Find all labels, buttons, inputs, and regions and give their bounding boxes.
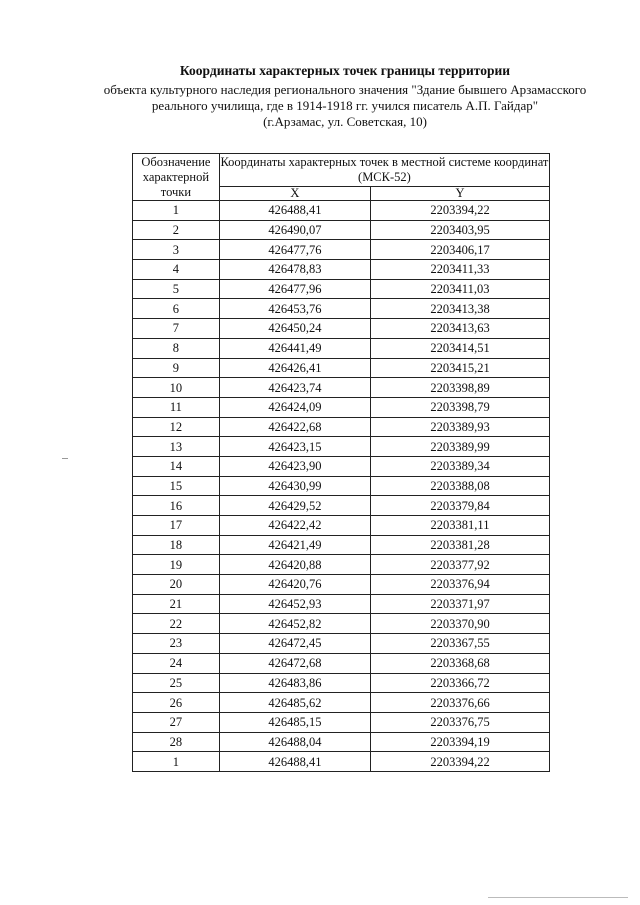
scan-edge-mark <box>488 897 628 898</box>
y-coordinate-cell: 2203394,22 <box>371 752 550 772</box>
table-row <box>133 378 550 398</box>
point-designation-header: Обозначение характерной точки <box>133 154 220 201</box>
point-number-cell: 24 <box>133 653 220 673</box>
table-row <box>133 437 550 457</box>
table-row <box>133 712 550 732</box>
y-coordinate-cell: 2203413,38 <box>371 299 550 319</box>
table-row <box>133 732 550 752</box>
table-row <box>133 417 550 437</box>
y-coordinate-cell: 2203389,99 <box>371 437 550 457</box>
table-row <box>133 201 550 221</box>
table-row <box>133 496 550 516</box>
x-coordinate-cell: 426423,90 <box>219 456 370 476</box>
x-coordinate-cell: 426430,99 <box>219 476 370 496</box>
point-number-cell: 13 <box>133 437 220 457</box>
x-coordinate-cell: 426485,62 <box>219 693 370 713</box>
y-coordinate-cell: 2203376,75 <box>371 712 550 732</box>
table-row <box>133 338 550 358</box>
x-coordinate-cell: 426452,93 <box>219 594 370 614</box>
table-row <box>133 752 550 772</box>
document-title: Координаты характерных точек границы территории <box>179 63 511 78</box>
point-number-cell: 3 <box>133 240 220 260</box>
point-number-cell: 8 <box>133 338 220 358</box>
point-number-cell: 1 <box>133 752 220 772</box>
point-number-cell: 9 <box>133 358 220 378</box>
x-column-header: X <box>219 187 370 201</box>
point-number-cell: 27 <box>133 712 220 732</box>
table-row <box>133 397 550 417</box>
x-coordinate-cell: 426429,52 <box>219 496 370 516</box>
y-coordinate-cell: 2203381,28 <box>371 535 550 555</box>
point-number-cell: 2 <box>133 220 220 240</box>
x-coordinate-cell: 426472,68 <box>219 653 370 673</box>
x-coordinate-cell: 426421,49 <box>219 535 370 555</box>
point-number-cell: 25 <box>133 673 220 693</box>
point-number-cell: 14 <box>133 456 220 476</box>
x-coordinate-cell: 426488,04 <box>219 732 370 752</box>
point-number-cell: 26 <box>133 693 220 713</box>
table-row <box>133 299 550 319</box>
x-coordinate-cell: 426423,15 <box>219 437 370 457</box>
x-coordinate-cell: 426441,49 <box>219 338 370 358</box>
table-row <box>133 358 550 378</box>
y-coordinate-cell: 2203371,97 <box>371 594 550 614</box>
table-row <box>133 260 550 280</box>
x-coordinate-cell: 426483,86 <box>219 673 370 693</box>
y-coordinate-cell: 2203403,95 <box>371 220 550 240</box>
table-row <box>133 516 550 536</box>
x-coordinate-cell: 426488,41 <box>219 752 370 772</box>
y-coordinate-cell: 2203377,92 <box>371 555 550 575</box>
document-subtitle-line-1: объекта культурного наследия регионального значения "Здание бывшего Арзамасского <box>103 82 587 97</box>
x-coordinate-cell: 426450,24 <box>219 319 370 339</box>
point-number-cell: 16 <box>133 496 220 516</box>
point-number-cell: 11 <box>133 397 220 417</box>
point-number-cell: 17 <box>133 516 220 536</box>
x-coordinate-cell: 426488,41 <box>219 201 370 221</box>
x-coordinate-cell: 426477,96 <box>219 279 370 299</box>
table-row <box>133 279 550 299</box>
y-coordinate-cell: 2203394,22 <box>371 201 550 221</box>
document-header <box>60 62 630 130</box>
x-coordinate-cell: 426490,07 <box>219 220 370 240</box>
table-row <box>133 220 550 240</box>
point-number-cell: 12 <box>133 417 220 437</box>
y-coordinate-cell: 2203398,89 <box>371 378 550 398</box>
table-row <box>133 535 550 555</box>
table-row <box>133 634 550 654</box>
y-coordinate-cell: 2203389,34 <box>371 456 550 476</box>
x-coordinate-cell: 426424,09 <box>219 397 370 417</box>
point-number-cell: 21 <box>133 594 220 614</box>
point-number-cell: 7 <box>133 319 220 339</box>
x-coordinate-cell: 426422,42 <box>219 516 370 536</box>
y-coordinate-cell: 2203411,03 <box>371 279 550 299</box>
y-coordinate-cell: 2203411,33 <box>371 260 550 280</box>
table-row <box>133 614 550 634</box>
y-coordinate-cell: 2203406,17 <box>371 240 550 260</box>
y-coordinate-cell: 2203415,21 <box>371 358 550 378</box>
coordinate-system-header: Координаты характерных точек в местной системе координат (МСК-52) <box>219 154 549 187</box>
table-row <box>133 693 550 713</box>
table-row <box>133 476 550 496</box>
x-coordinate-cell: 426485,15 <box>219 712 370 732</box>
point-number-cell: 4 <box>133 260 220 280</box>
x-coordinate-cell: 426453,76 <box>219 299 370 319</box>
point-number-cell: 10 <box>133 378 220 398</box>
table-row <box>133 240 550 260</box>
table-row <box>133 575 550 595</box>
x-coordinate-cell: 426422,68 <box>219 417 370 437</box>
y-coordinate-cell: 2203367,55 <box>371 634 550 654</box>
point-number-cell: 28 <box>133 732 220 752</box>
x-coordinate-cell: 426420,76 <box>219 575 370 595</box>
document-subtitle-line-2: реального училища, где в 1914-1918 гг. учился писатель А.П. Гайдар" <box>151 98 539 113</box>
table-row <box>133 673 550 693</box>
table-row <box>133 653 550 673</box>
x-coordinate-cell: 426452,82 <box>219 614 370 634</box>
y-coordinate-cell: 2203368,68 <box>371 653 550 673</box>
y-coordinate-cell: 2203381,11 <box>371 516 550 536</box>
y-coordinate-cell: 2203394,19 <box>371 732 550 752</box>
coordinates-table <box>132 153 550 772</box>
point-number-cell: 6 <box>133 299 220 319</box>
y-coordinate-cell: 2203398,79 <box>371 397 550 417</box>
point-number-cell: 19 <box>133 555 220 575</box>
y-coordinate-cell: 2203389,93 <box>371 417 550 437</box>
y-coordinate-cell: 2203376,94 <box>371 575 550 595</box>
x-coordinate-cell: 426472,45 <box>219 634 370 654</box>
point-number-cell: 20 <box>133 575 220 595</box>
table-row <box>133 456 550 476</box>
point-number-cell: 15 <box>133 476 220 496</box>
point-number-cell: 23 <box>133 634 220 654</box>
point-number-cell: 5 <box>133 279 220 299</box>
document-subtitle-line-3: (г.Арзамас, ул. Советская, 10) <box>263 114 427 129</box>
y-column-header: Y <box>371 187 550 201</box>
coordinates-table-body <box>133 201 550 772</box>
y-coordinate-cell: 2203379,84 <box>371 496 550 516</box>
point-number-cell: 18 <box>133 535 220 555</box>
point-number-cell: 22 <box>133 614 220 634</box>
x-coordinate-cell: 426423,74 <box>219 378 370 398</box>
scan-mark <box>62 458 68 459</box>
x-coordinate-cell: 426478,83 <box>219 260 370 280</box>
x-coordinate-cell: 426420,88 <box>219 555 370 575</box>
table-row <box>133 555 550 575</box>
table-row <box>133 594 550 614</box>
x-coordinate-cell: 426426,41 <box>219 358 370 378</box>
point-number-cell: 1 <box>133 201 220 221</box>
y-coordinate-cell: 2203413,63 <box>371 319 550 339</box>
y-coordinate-cell: 2203414,51 <box>371 338 550 358</box>
y-coordinate-cell: 2203376,66 <box>371 693 550 713</box>
y-coordinate-cell: 2203366,72 <box>371 673 550 693</box>
y-coordinate-cell: 2203370,90 <box>371 614 550 634</box>
x-coordinate-cell: 426477,76 <box>219 240 370 260</box>
table-row <box>133 319 550 339</box>
y-coordinate-cell: 2203388,08 <box>371 476 550 496</box>
